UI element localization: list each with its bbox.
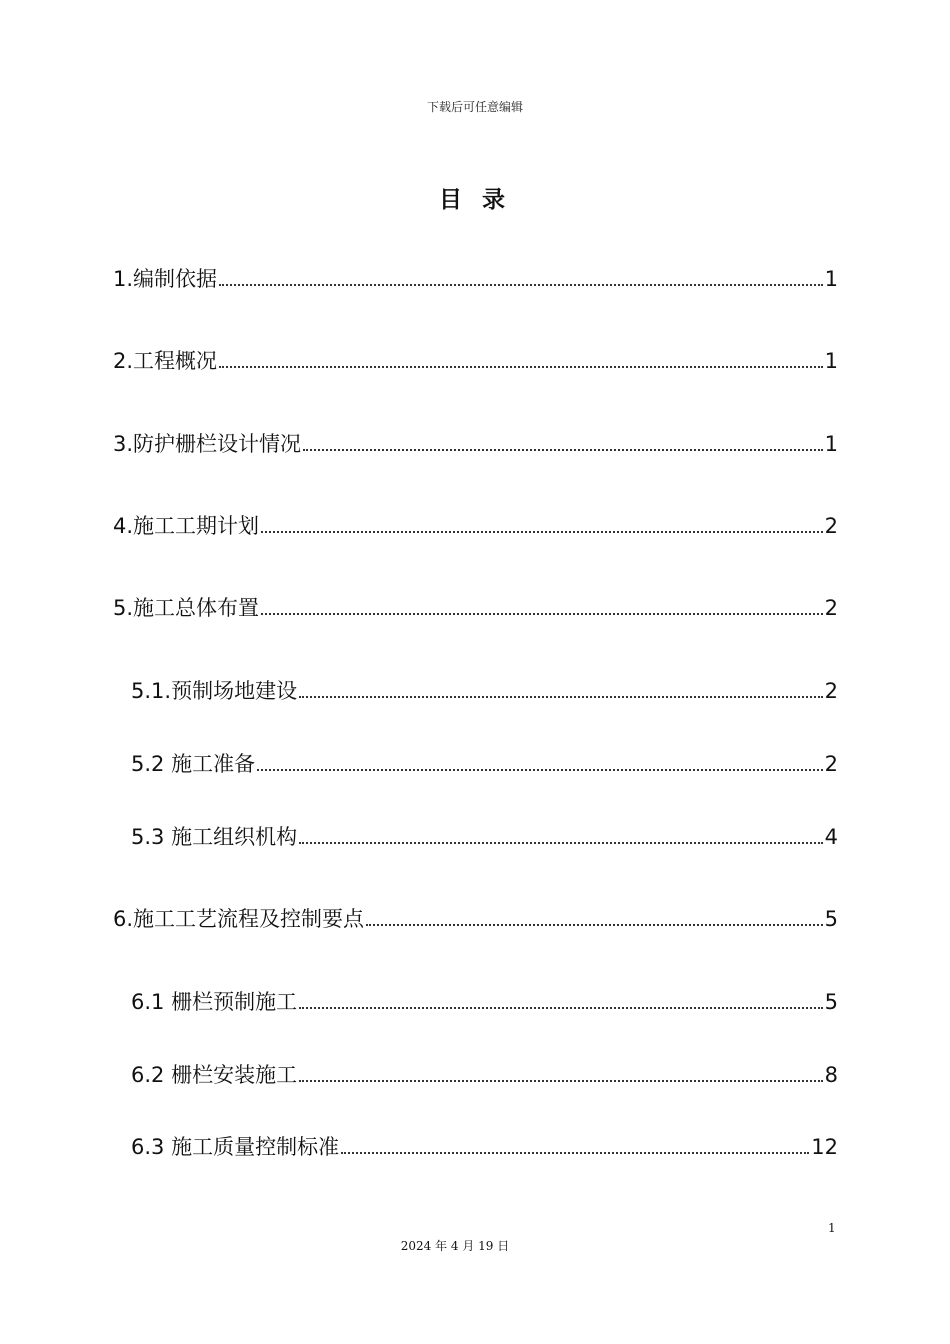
toc-entry-page: 2 (824, 596, 838, 620)
toc-entry[interactable] (131, 1061, 838, 1089)
toc-leader-dots (299, 842, 823, 844)
page-number: 1 (828, 1221, 836, 1235)
toc-entry[interactable] (113, 594, 838, 622)
toc-entry-label: 5.施工总体布置 (113, 596, 260, 620)
toc-entry-page: 1 (824, 349, 838, 373)
toc-entry-label: 6.2 栅栏安装施工 (131, 1063, 298, 1087)
toc-leader-dots (257, 769, 823, 771)
toc-leader-dots (219, 366, 823, 368)
toc-leader-dots (299, 1080, 823, 1082)
toc-entry-page: 2 (824, 514, 838, 538)
toc-entry-page: 4 (824, 825, 838, 849)
toc-entry-label: 5.2 施工准备 (131, 752, 256, 776)
toc-entry-page: 2 (824, 752, 838, 776)
footer-date: 2024 年 4 月 19 日 (400, 1239, 510, 1253)
toc-entry-label: 4.施工工期计划 (113, 514, 260, 538)
toc-entry[interactable] (131, 1133, 838, 1161)
toc-leader-dots (261, 613, 823, 615)
toc-entry[interactable] (113, 265, 838, 293)
toc-entry-label: 2.工程概况 (113, 349, 218, 373)
toc-leader-dots (299, 1007, 823, 1009)
toc-entry-label: 6.3 施工质量控制标准 (131, 1135, 340, 1159)
toc-entry[interactable] (131, 677, 838, 705)
toc-entry[interactable] (113, 430, 838, 458)
toc-entry-page: 8 (824, 1063, 838, 1087)
toc-entry-label: 5.3 施工组织机构 (131, 825, 298, 849)
toc-leader-dots (303, 449, 823, 451)
header-note: 下载后可任意编辑 (426, 100, 523, 114)
toc-entry[interactable] (113, 905, 838, 933)
toc-entry-page: 12 (811, 1135, 838, 1159)
toc-entry-page: 1 (824, 267, 838, 291)
toc-entry-page: 1 (824, 432, 838, 456)
toc-entry-label: 1.编制依据 (113, 267, 218, 291)
toc-leader-dots (366, 924, 823, 926)
toc-entry[interactable] (131, 750, 838, 778)
toc-leader-dots (299, 696, 823, 698)
toc-entry-label: 6.1 栅栏预制施工 (131, 990, 298, 1014)
toc-entry-label: 6.施工工艺流程及控制要点 (113, 907, 365, 931)
toc-entry-page: 2 (824, 679, 838, 703)
toc-entry[interactable] (113, 512, 838, 540)
toc-title: 目 录 (438, 187, 511, 213)
toc-entry[interactable] (113, 347, 838, 375)
toc-entry[interactable] (131, 823, 838, 851)
toc-leader-dots (341, 1152, 809, 1154)
toc-entry-label: 5.1.预制场地建设 (131, 679, 298, 703)
toc-entry-page: 5 (824, 990, 838, 1014)
toc-leader-dots (219, 284, 823, 286)
toc-entry-page: 5 (824, 907, 838, 931)
toc-entry[interactable] (131, 988, 838, 1016)
toc-entry-label: 3.防护栅栏设计情况 (113, 432, 302, 456)
toc-leader-dots (261, 531, 823, 533)
